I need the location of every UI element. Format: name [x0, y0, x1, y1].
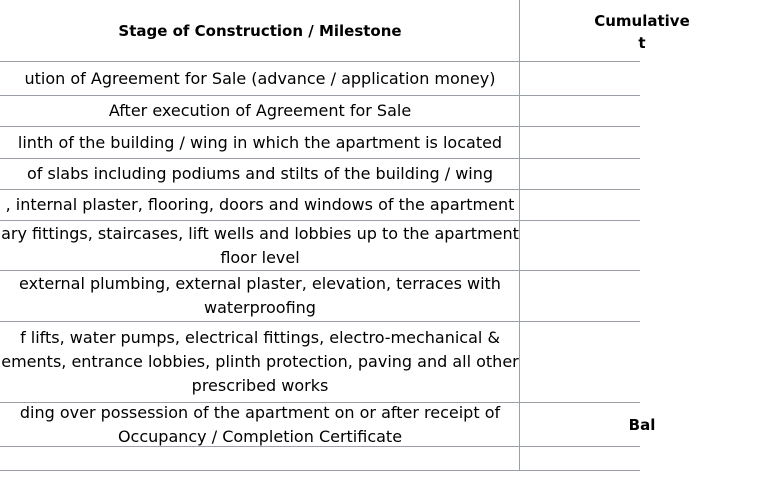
table-row-milestone: external plumbing, external plaster, elevation, terraces with waterproofing [19, 274, 501, 317]
row-divider [0, 470, 640, 471]
table-row-milestone: of slabs including podiums and stilts of the building / wing [26, 164, 494, 183]
table-row-cumulative [522, 62, 762, 95]
table-row-milestone: , internal plaster, flooring, doors and windows of the apartment [5, 195, 515, 214]
table-row-milestone: After execution of Agreement for Sale [108, 101, 412, 120]
table-row-cumulative [522, 190, 762, 220]
table-row-milestone: linth of the building / wing in which the apartment is located [17, 132, 503, 152]
table-row-cumulative [522, 96, 762, 126]
table-row-cumulative [522, 447, 762, 470]
table-row-cumulative [522, 221, 762, 270]
header-cumulative: Cumulative t [594, 12, 690, 52]
table-row-cumulative: Bal [628, 415, 656, 434]
table-row-milestone: ary fittings, staircases, lift wells and lobbies up to the apartment floor level [1, 223, 519, 267]
table-row-milestone: f lifts, water pumps, electrical fittings, electro-mechanical & ements, entrance lobbies, plinth protection, paving and all other prescribed works [1, 328, 519, 395]
table-row-milestone: ution of Agreement for Sale (advance / application money) [24, 68, 496, 88]
table-row-cumulative [522, 127, 762, 158]
table-row-milestone [0, 447, 580, 470]
table-row-cumulative [522, 322, 762, 402]
table-row-cumulative [522, 159, 762, 189]
table-row-milestone: ding over possession of the apartment on or after receipt of Occupancy / Completion Certificate [19, 402, 501, 446]
table-row-cumulative [522, 271, 762, 321]
header-milestone: Stage of Construction / Milestone [118, 21, 402, 40]
